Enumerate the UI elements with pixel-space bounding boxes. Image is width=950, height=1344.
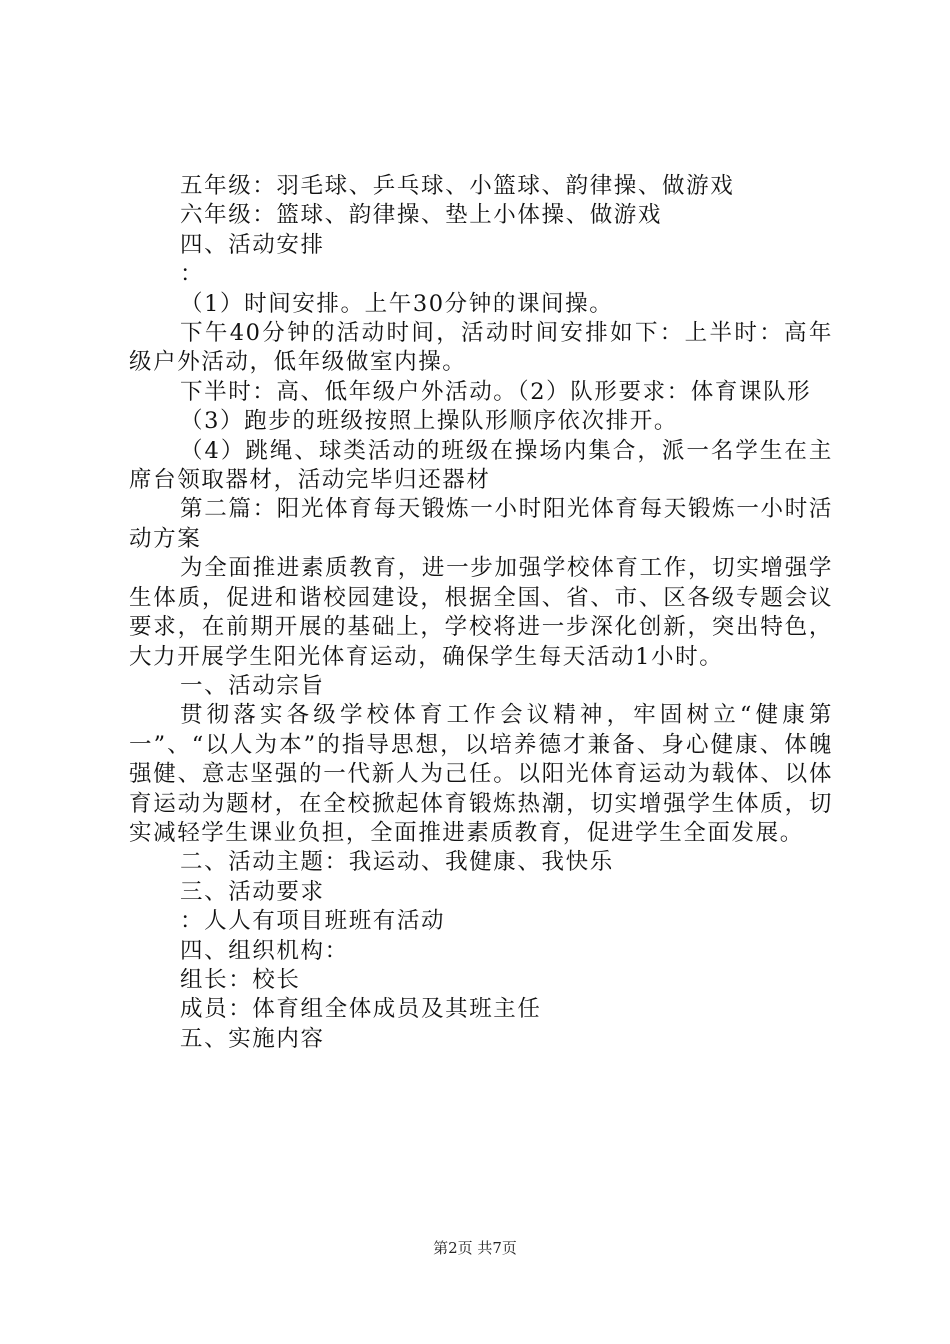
paragraph: ：人人有项目班班有活动	[180, 908, 446, 935]
paragraph: 下午40分钟的活动时间，活动时间安排如下：上半时：高年级户外活动，低年级做室内操。	[129, 320, 833, 376]
section-heading: 一、活动宗旨	[180, 672, 325, 699]
paragraph: 六年级：篮球、韵律操、垫上小体操、做游戏	[180, 202, 663, 229]
paragraph: ：	[180, 261, 205, 288]
paragraph: 五年级：羽毛球、乒乓球、小篮球、韵律操、做游戏	[180, 173, 735, 199]
paragraph: 贯彻落实各级学校体育工作会议精神，牢固树立“健康第一”、“以人为本”的指导思想，以培养德才兼备、身心健康、体魄强健、意志坚强的一代新人为己任。以阳光体育运动为载体、以体育运动为题材，在全校掀起体育锻炼热潮，切实增强学生体质，切实减轻学生课业负担，全面推进素质教育，促进学生全面发展。	[129, 702, 833, 846]
paragraph: 组长：校长	[180, 966, 301, 993]
section-heading: 二、活动主题：我运动、我健康、我快乐	[180, 849, 614, 876]
section-heading: 三、活动要求	[180, 878, 325, 905]
paragraph: 成员：体育组全体成员及其班主任	[180, 996, 542, 1023]
paragraph: （4）跳绳、球类活动的班级在操场内集合，派一名学生在主席台领取器材，活动完毕归还器材	[129, 437, 833, 494]
chapter-heading: 第二篇：阳光体育每天锻炼一小时阳光体育每天锻炼一小时活动方案	[129, 496, 833, 552]
page-number-footer: 第2页 共7页	[433, 1239, 517, 1257]
paragraph: （1）时间安排。上午30分钟的课间操。	[180, 290, 614, 317]
paragraph: 为全面推进素质教育，进一步加强学校体育工作，切实增强学生体质，促进和谐校园建设，根据全国、省、市、区各级专题会议要求，在前期开展的基础上，学校将进一步深化创新，突出特色，大力开展学生阳光体育运动，确保学生每天活动1小时。	[129, 555, 833, 670]
paragraph: （3）跑步的班级按照上操队形顺序依次排开。	[180, 408, 678, 435]
section-heading: 四、组织机构：	[180, 937, 349, 964]
section-heading: 四、活动安排	[180, 231, 325, 258]
document-body	[129, 172, 833, 1054]
section-heading: 五、实施内容	[180, 1025, 325, 1052]
paragraph: 下半时：高、低年级户外活动。（2）队形要求：体育课队形	[180, 378, 812, 405]
